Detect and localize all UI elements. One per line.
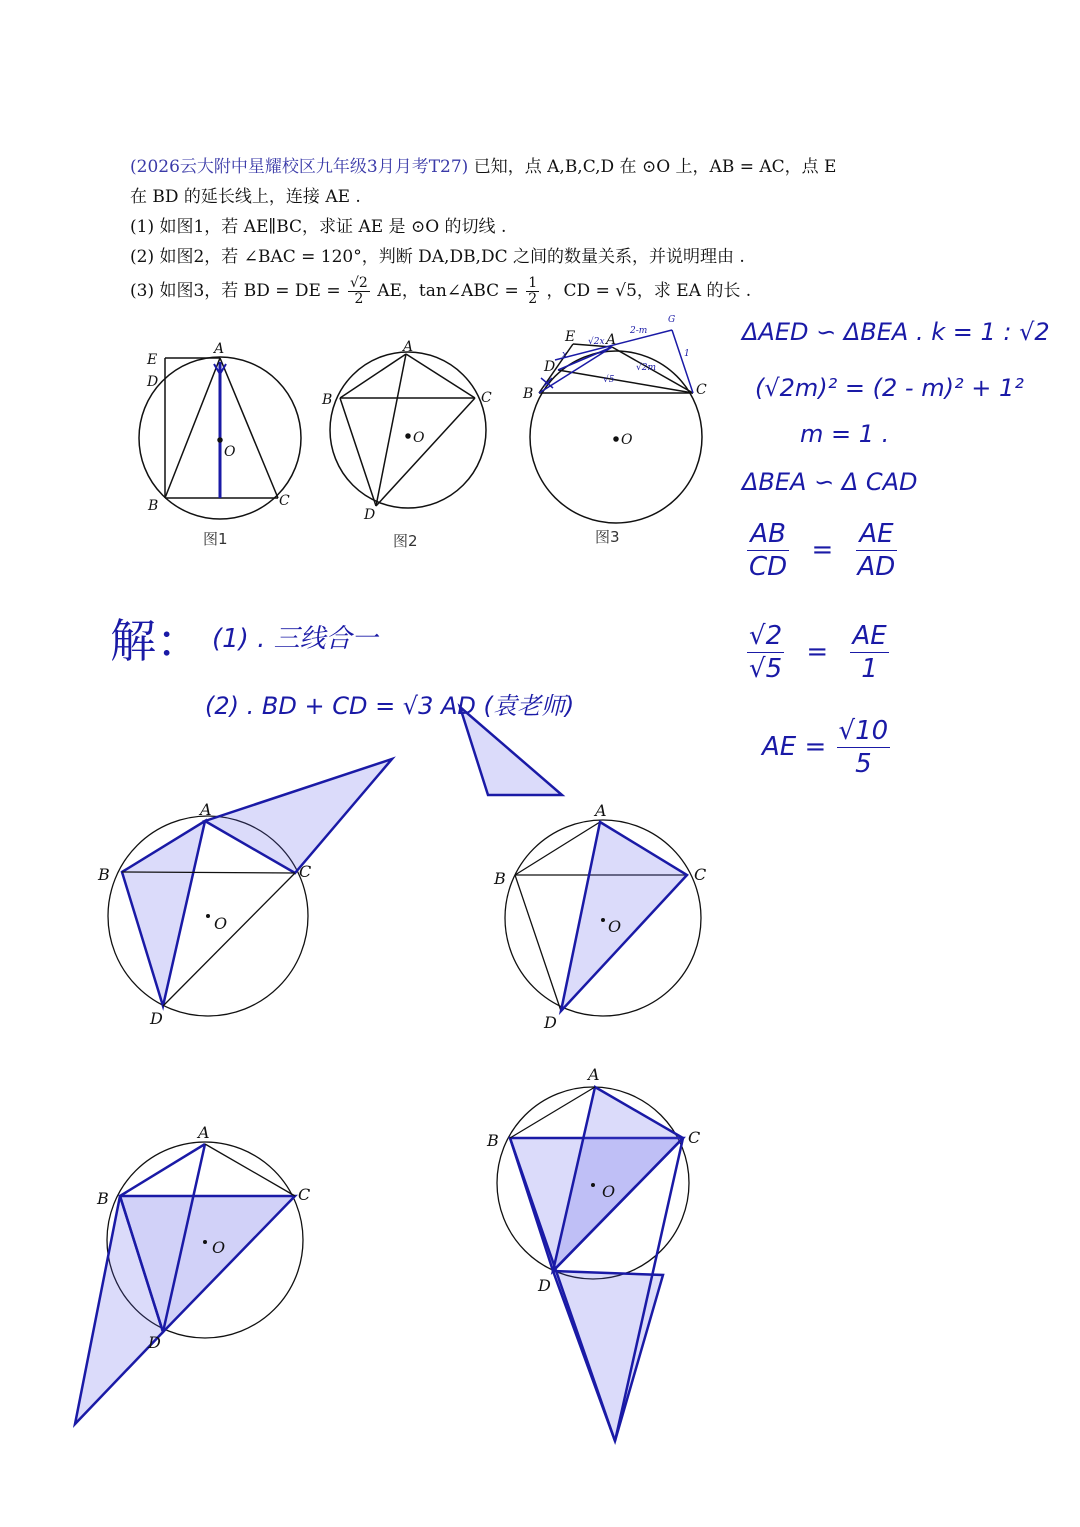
construction-2 xyxy=(505,820,701,1016)
figure-1-labels xyxy=(146,341,290,514)
note-frac2-num-left: √2 xyxy=(749,621,783,651)
fig3-label-o: O xyxy=(621,432,633,448)
fig3-ann-1: 1 xyxy=(684,349,690,359)
fig1-caption: 图1 xyxy=(203,530,228,548)
note-frac2-den-right: 1 xyxy=(861,654,878,684)
fig2-label-d: D xyxy=(364,507,376,523)
note-fraction-1 xyxy=(745,518,899,583)
problem-intro-2: 在 BD 的延长线上，连接 AE . xyxy=(130,187,361,207)
fig3-label-g: G xyxy=(668,315,676,325)
note-similar-1: ΔAED ∽ ΔBEA . k = 1 : √2 xyxy=(742,318,1050,346)
c1-center-dot xyxy=(206,914,210,918)
fig3-caption: 图3 xyxy=(595,528,620,546)
fig1-label-b: B xyxy=(148,498,159,514)
note-equals-2: = xyxy=(806,637,829,667)
construction-4 xyxy=(497,1087,689,1441)
c2-label-o: O xyxy=(608,917,622,936)
fig1-label-o: O xyxy=(224,444,236,460)
note-answer-num: √10 xyxy=(838,716,889,746)
note-frac2-right xyxy=(850,620,888,685)
fig2-label-c: C xyxy=(481,390,492,406)
fig3-center-dot xyxy=(614,437,618,441)
frac-den-2: 2 xyxy=(528,291,538,307)
note-frac1-num-left: AB xyxy=(747,518,789,551)
frac-num-2: 1 xyxy=(528,275,538,291)
construction-3 xyxy=(75,1142,303,1424)
c4-line-ab xyxy=(510,1087,595,1138)
c4-label-o: O xyxy=(602,1182,616,1201)
c2-triangle-acd xyxy=(561,822,687,1011)
c3-line-ac xyxy=(205,1144,295,1196)
fig1-center-dot xyxy=(218,438,222,442)
c1-label-d: D xyxy=(150,1009,163,1028)
fig2-label-b: B xyxy=(322,392,333,408)
fig3-ann-2-m: 2-m xyxy=(630,326,648,336)
note-answer-left: AE = xyxy=(762,732,827,762)
figure-3 xyxy=(530,344,702,523)
fig3-label-c: C xyxy=(696,382,707,398)
c4-label-a: A xyxy=(588,1065,600,1084)
note-frac2-left xyxy=(747,620,784,685)
figure-1 xyxy=(139,357,301,519)
fig3-label-a: A xyxy=(606,332,617,348)
note-equals: = xyxy=(811,535,834,565)
c4-center-dot xyxy=(591,1183,595,1187)
frac-num: √2 xyxy=(349,275,368,291)
c1-label-o: O xyxy=(214,914,228,933)
c2-label-b: B xyxy=(494,869,506,888)
problem-intro: 已知，点 A,B,C,D 在 ⊙O 上，AB = AC，点 E xyxy=(473,157,837,177)
c2-label-c: C xyxy=(694,865,707,884)
note-m-value: m = 1 . xyxy=(800,420,890,448)
fig2-caption: 图2 xyxy=(393,532,418,550)
fig2-label-o: O xyxy=(413,430,425,446)
note-frac2-num-right: AE xyxy=(852,621,887,651)
c4-label-c: C xyxy=(688,1128,701,1147)
part3-text-a: (3) 如图3，若 BD = DE = xyxy=(130,281,341,301)
fig3-label-e: E xyxy=(565,329,576,345)
note-frac2-den-left: √5 xyxy=(749,654,783,684)
part3-text-c: ，CD = √5，求 EA 的长 . xyxy=(546,281,752,301)
fig1-line-ac xyxy=(220,358,278,498)
construction-1 xyxy=(108,759,392,1016)
note-answer-den: 5 xyxy=(855,749,872,779)
fig3-ann-sqrt5: √5 xyxy=(603,375,615,385)
c2-label-a: A xyxy=(595,801,607,820)
fig2-line-cd xyxy=(376,398,475,506)
c3-label-c: C xyxy=(298,1185,311,1204)
note-answer-fraction xyxy=(837,715,891,780)
part3-text-b: AE，tan∠ABC = xyxy=(377,281,519,301)
note-frac1-den-right: AD xyxy=(857,552,896,582)
frac-den: 2 xyxy=(354,291,364,307)
problem-source: (2026云大附中星耀校区九年级3月月考T27) xyxy=(130,157,469,177)
fig3-ann-sqrt2m: √2m xyxy=(636,363,656,373)
c3-center-dot xyxy=(203,1240,207,1244)
note-similar-2: ΔBEA ∽ Δ CAD xyxy=(742,468,918,496)
fig1-line-ab xyxy=(165,358,220,498)
note-answer xyxy=(762,715,892,780)
figure-2-labels xyxy=(321,339,492,523)
c1-label-a: A xyxy=(200,800,212,819)
fig1-label-c: C xyxy=(279,493,290,509)
c3-label-b: B xyxy=(97,1189,109,1208)
c1-label-b: B xyxy=(98,865,110,884)
fig1-label-e: E xyxy=(147,352,158,368)
problem-part-1: (1) 如图1，若 AE∥BC，求证 AE 是 ⊙O 的切线 . xyxy=(130,217,507,237)
solution-part-2: (2) . BD + CD = √3 AD (袁老师) xyxy=(205,692,575,720)
note-fraction-2 xyxy=(745,620,891,685)
c3-label-o: O xyxy=(212,1238,226,1257)
fig1-label-d: D xyxy=(147,374,159,390)
c3-label-d: D xyxy=(148,1333,161,1352)
fig2-line-ad xyxy=(376,354,406,506)
fig2-center-dot xyxy=(406,434,410,438)
c2-center-dot xyxy=(601,918,605,922)
note-equation: (√2m)² = (2 - m)² + 1² xyxy=(755,374,1024,402)
c2-label-d: D xyxy=(544,1013,557,1032)
note-frac1-num-right: AE xyxy=(856,518,898,551)
c1-rotated-triangle xyxy=(205,759,392,873)
c3-label-a: A xyxy=(198,1123,210,1142)
problem-part-2: (2) 如图2，若 ∠BAC = 120°，判断 DA,DB,DC 之间的数量关系，并说明理由 . xyxy=(130,247,745,267)
solution-label: 解： xyxy=(110,614,202,668)
c4-label-d: D xyxy=(538,1276,551,1295)
figure-2 xyxy=(330,352,486,508)
note-frac1-left xyxy=(747,518,789,583)
c1-label-c: C xyxy=(299,862,312,881)
fig3-ann-sqrt2x: √2x xyxy=(588,337,605,347)
fig3-label-b: B xyxy=(523,386,534,402)
figure-3-labels xyxy=(522,329,707,448)
note-frac1-right xyxy=(856,518,898,583)
solution-part-1: (1) . 三线合一 xyxy=(212,624,378,654)
fig1-label-a: A xyxy=(214,341,225,357)
c4-label-b: B xyxy=(487,1131,499,1150)
fig3-ann-x: x xyxy=(562,350,568,360)
c2-line-ab xyxy=(515,822,600,875)
fig2-circle xyxy=(330,352,486,508)
fig2-label-a: A xyxy=(403,339,414,355)
fig3-label-d: D xyxy=(544,359,556,375)
note-frac1-den-left: CD xyxy=(749,552,788,582)
